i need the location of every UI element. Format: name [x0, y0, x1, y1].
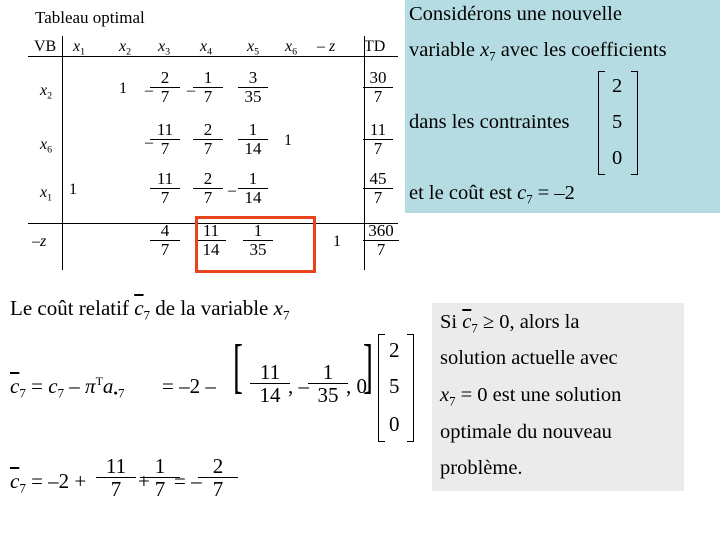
fraction-x6-x5: $\frac{1}{14}$	[238, 121, 268, 158]
basis-x1: $x_1$	[40, 184, 53, 204]
vector-entry: 5	[389, 374, 400, 398]
cyan-line-2: variable $x_7$ avec les coefficients	[409, 39, 667, 64]
divider-vertical	[62, 36, 63, 270]
cell-x2-x2: 1	[119, 80, 127, 97]
gray-line-3: $x_7 = 0$ est une solution	[440, 384, 622, 409]
header-x2: $x_2$	[119, 38, 132, 58]
tableau-title: Tableau optimal	[35, 8, 145, 27]
fraction-x2-x5: $\frac{3}{35}$	[238, 69, 268, 106]
fraction-z-x4: $\frac{11}{14}$	[196, 222, 226, 259]
gray-line-4: optimale du nouveau	[440, 421, 612, 443]
conclusion-box	[432, 303, 684, 491]
cell-z-minus-z: 1	[333, 233, 341, 250]
vector-bracket-left	[378, 334, 385, 442]
fraction-x6-td: $\frac{11}{7}$	[363, 121, 393, 158]
equation-1-lhs: $\overline{c}_7 = c_7 - \pi^Ta_{•7}$	[10, 374, 125, 401]
gray-line-5: problème.	[440, 457, 523, 479]
equation-2-fraction: $\frac{1}{7}$	[140, 455, 180, 500]
header-x5: $x_5$	[247, 38, 260, 58]
minus-sign: –	[145, 134, 153, 151]
vector-bracket-right	[631, 71, 638, 175]
new-variable-box	[405, 0, 720, 213]
gray-line-1: Si $\overline{c}_7 \ge 0$, alors la	[440, 311, 580, 336]
fraction-z-td: $\frac{360}{7}$	[363, 222, 399, 259]
fraction-x2-x3: $\frac{2}{7}$	[150, 69, 180, 106]
big-bracket-left: [	[232, 333, 243, 399]
vector-entry: 2	[389, 338, 400, 362]
vector-bracket-right	[407, 334, 414, 442]
equation-1-rhs: = –2 –	[162, 374, 216, 398]
vector-bracket-left	[598, 71, 605, 175]
basis-minus-z: –z	[32, 233, 47, 250]
header-td: TD	[364, 38, 386, 55]
header-x6: $x_6$	[285, 38, 298, 58]
equation-2-lhs: $\overline{c}_7 = -2$ +	[10, 469, 87, 496]
fraction-x6-x3: $\frac{11}{7}$	[150, 121, 180, 158]
fraction-x1-x3: $\frac{11}{7}$	[150, 170, 180, 207]
fraction-x1-td: $\frac{45}{7}$	[363, 170, 393, 207]
header-x1: $x_1$	[73, 38, 86, 58]
highlight-box	[195, 216, 316, 273]
fraction-x2-td: $\frac{30}{7}$	[363, 69, 393, 106]
vector-entry: 0	[612, 147, 623, 169]
basis-x6: $x_6$	[40, 136, 53, 156]
cell-x1-x1: 1	[69, 181, 77, 198]
minus-sign: –	[228, 182, 236, 199]
gray-line-2: solution actuelle avec	[440, 347, 618, 369]
header-x3: $x_3$	[158, 38, 171, 58]
equation-2-equals: = –	[174, 469, 202, 493]
fraction-x2-x4: $\frac{1}{7}$	[193, 69, 223, 106]
cyan-line-4: et le coût est $c_7 = -2$	[409, 182, 575, 207]
equation-1-tail: , 0	[346, 374, 367, 398]
equation-1-fraction: $\frac{1}{35}$	[308, 361, 348, 406]
equation-1-separator: , –	[288, 374, 309, 398]
header-vb: VB	[34, 38, 57, 55]
minus-sign: –	[187, 82, 195, 99]
header-minus-z: – z	[317, 38, 336, 55]
fraction-x1-x4: $\frac{2}{7}$	[193, 170, 223, 207]
equation-2-plus: +	[138, 469, 150, 493]
basis-x2: $x_2$	[40, 82, 53, 102]
cyan-line-1: Considérons une nouvelle	[409, 3, 622, 25]
equation-2-fraction: $\frac{11}{7}$	[96, 455, 136, 500]
equation-1-fraction: $\frac{11}{14}$	[250, 361, 290, 406]
fraction-x6-x4: $\frac{2}{7}$	[193, 121, 223, 158]
minus-sign: –	[145, 82, 153, 99]
fraction-z-x5: $\frac{1}{35}$	[243, 222, 273, 259]
fraction-z-x3: $\frac{4}{7}$	[150, 222, 180, 259]
cyan-line-3: dans les contraintes	[409, 111, 570, 133]
header-x4: $x_4$	[200, 38, 213, 58]
big-bracket-right: ]	[362, 333, 373, 399]
vector-entry: 2	[612, 75, 623, 97]
cell-x6-x6: 1	[284, 132, 292, 149]
fraction-x1-x5: $\frac{1}{14}$	[238, 170, 268, 207]
equation-2-fraction: $\frac{2}{7}$	[198, 455, 238, 500]
vector-entry: 5	[612, 111, 623, 133]
relative-cost-heading: Le coût relatif $\overline{c}_7$ de la variable $x_7$	[10, 296, 290, 323]
vector-entry: 0	[389, 412, 400, 436]
